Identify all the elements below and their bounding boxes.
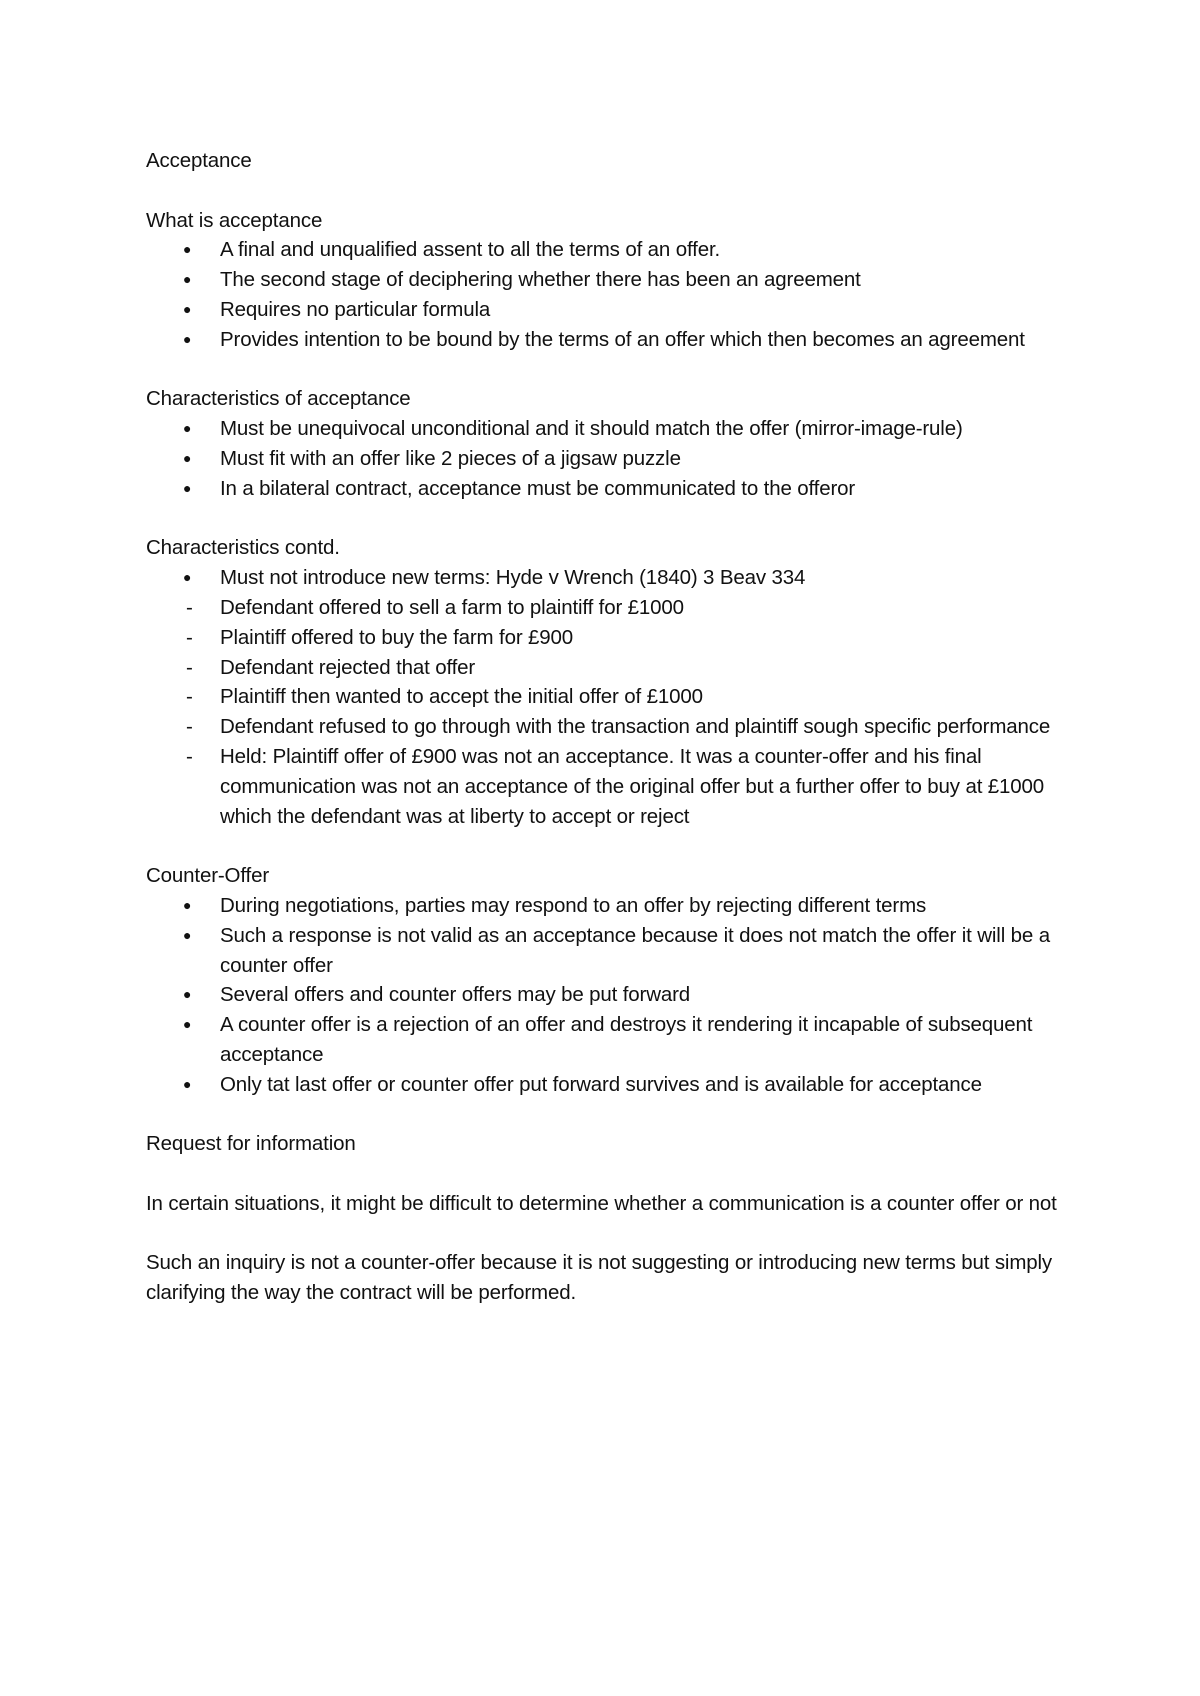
section-heading: What is acceptance [146, 208, 323, 232]
spacer [146, 1100, 1076, 1130]
bullet-marker: ● [183, 926, 192, 943]
bullet-marker: ● [183, 449, 192, 466]
list-item [146, 265, 1076, 295]
list-item [146, 563, 1076, 593]
bullet-marker: ● [183, 271, 192, 288]
bullet-marker: ● [183, 1075, 192, 1092]
list-item-text: Such a response is not valid as an acceptance because it does not match the offer it will be a counter offer [220, 923, 1050, 977]
list-item-text: A counter offer is a rejection of an offer and destroys it rendering it incapable of subsequent acceptance [220, 1013, 1033, 1066]
bullet-list [146, 235, 1076, 354]
list-item [146, 414, 1076, 444]
list-item [146, 235, 1076, 265]
spacer [146, 504, 1076, 534]
dash-marker: - [186, 744, 193, 768]
section-heading: Request for information [146, 1132, 356, 1156]
paragraph: Such an inquiry is not a counter-offer because it is not suggesting or introducing new terms but simply clarifying the way the contract will be performed. [146, 1251, 1053, 1305]
list-item-text: The second stage of deciphering whether there has been an agreement [220, 268, 861, 292]
bullet-marker: ● [183, 896, 192, 913]
section-heading: Characteristics contd. [146, 536, 340, 560]
list-item-text: A final and unqualified assent to all the terms of an offer. [220, 238, 721, 262]
dash-marker: - [186, 625, 193, 649]
bullet-marker: ● [183, 986, 192, 1003]
bullet-marker: ● [183, 1016, 192, 1033]
spacer [146, 831, 1076, 861]
spacer [146, 176, 1076, 206]
bullet-list [146, 414, 1076, 503]
list-item [146, 1070, 1076, 1100]
list-item-text: Defendant refused to go through with the transaction and plaintiff sough specific performance [220, 715, 1051, 739]
list-item [146, 921, 1076, 981]
list-item [146, 444, 1076, 474]
spacer [146, 1159, 1076, 1189]
bullet-marker: ● [183, 241, 192, 258]
bullet-list [146, 563, 1076, 831]
bullet-list [146, 891, 1076, 1100]
list-item-text: Provides intention to be bound by the terms of an offer which then becomes an agreement [220, 327, 1025, 351]
list-item [146, 891, 1076, 921]
list-item-text: Must fit with an offer like 2 pieces of a jigsaw puzzle [220, 446, 681, 470]
bullet-marker: ● [183, 300, 192, 317]
dash-marker: - [186, 685, 193, 709]
list-item-text: Must be unequivocal unconditional and it should match the offer (mirror-image-rule) [220, 417, 963, 441]
list-item-text: Requires no particular formula [220, 297, 491, 321]
list-item [146, 593, 1076, 623]
section-heading: Characteristics of acceptance [146, 387, 411, 411]
list-item [146, 682, 1076, 712]
bullet-marker: ● [183, 330, 192, 347]
list-item [146, 980, 1076, 1010]
dash-marker: - [186, 655, 193, 679]
bullet-marker: ● [183, 420, 192, 437]
list-item [146, 712, 1076, 742]
list-item-text: Held: Plaintiff offer of £900 was not an acceptance. It was a counter-offer and his final communication was not an acceptance of the original offer but a further offer to buy at £1000 which the defendant was at liberty to accept or reject [220, 744, 1045, 828]
list-item-text: Plaintiff then wanted to accept the initial offer of £1000 [220, 685, 703, 709]
list-item [146, 653, 1076, 683]
list-item [146, 295, 1076, 325]
list-item-text: Several offers and counter offers may be put forward [220, 983, 691, 1007]
spacer [146, 355, 1076, 385]
bullet-marker: ● [183, 479, 192, 496]
paragraph: In certain situations, it might be difficult to determine whether a communication is a counter offer or not [146, 1191, 1057, 1215]
list-item-text: During negotiations, parties may respond to an offer by rejecting different terms [220, 893, 927, 917]
list-item-text: Only tat last offer or counter offer put forward survives and is available for acceptance [220, 1072, 982, 1096]
list-item-text: In a bilateral contract, acceptance must be communicated to the offeror [220, 476, 856, 500]
dash-marker: - [186, 595, 193, 619]
list-item [146, 1010, 1076, 1070]
list-item-text: Defendant rejected that offer [220, 655, 476, 679]
list-item-text: Defendant offered to sell a farm to plaintiff for £1000 [220, 595, 684, 619]
list-item-text: Must not introduce new terms: Hyde v Wrench (1840) 3 Beav 334 [220, 566, 806, 590]
document-body [146, 146, 1076, 1308]
list-item [146, 325, 1076, 355]
dash-marker: - [186, 715, 193, 739]
list-item [146, 742, 1076, 831]
bullet-marker: ● [183, 569, 192, 586]
document-title: Acceptance [146, 149, 252, 172]
list-item-text: Plaintiff offered to buy the farm for £900 [220, 625, 574, 649]
section-heading: Counter-Offer [146, 864, 270, 888]
list-item [146, 474, 1076, 504]
list-item [146, 623, 1076, 653]
spacer [146, 1219, 1076, 1249]
